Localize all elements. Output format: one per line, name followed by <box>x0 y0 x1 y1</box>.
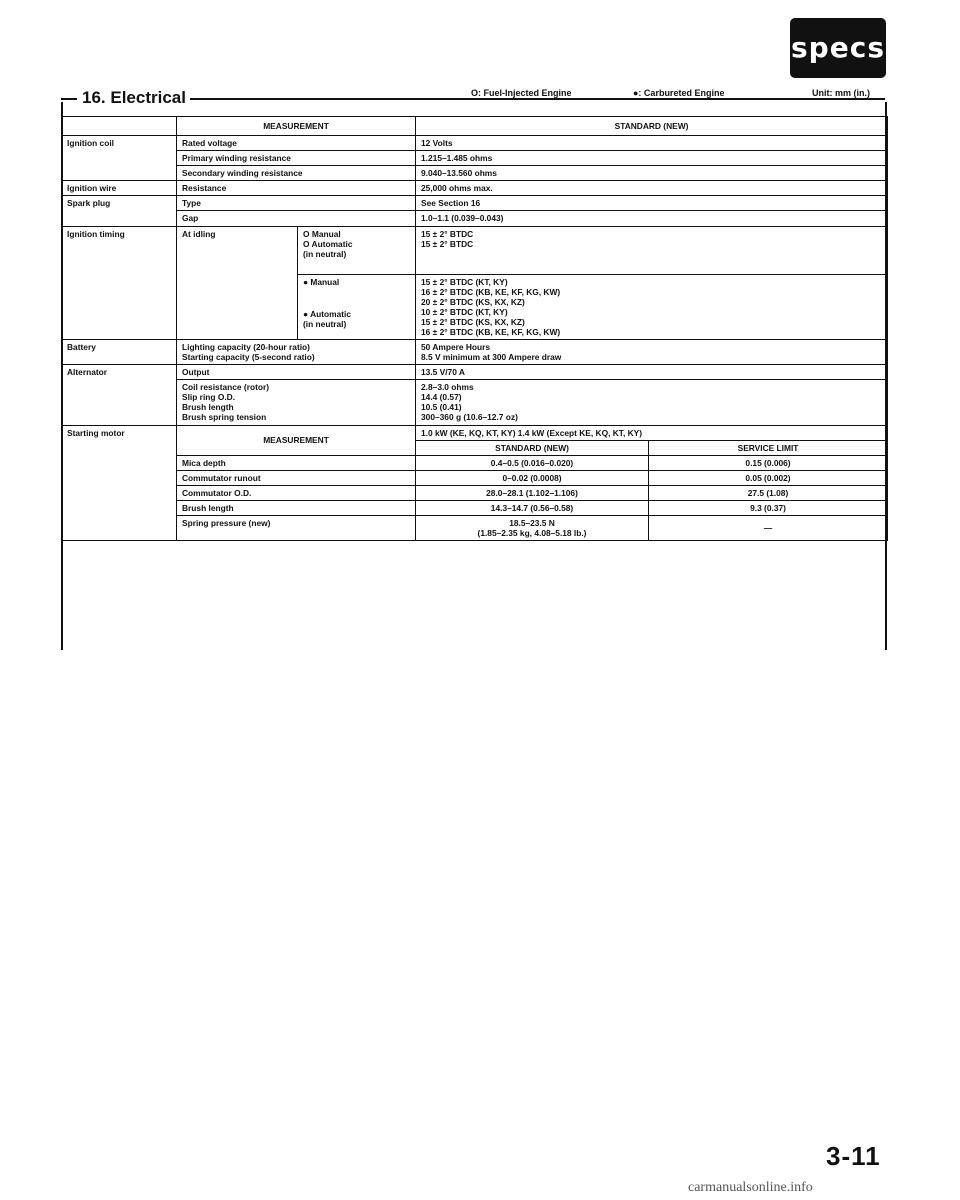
table-header-row <box>62 117 888 136</box>
standard-cell: 50 Ampere Hours 8.5 V minimum at 300 Ampere draw <box>416 340 888 365</box>
measurement-cell: Gap <box>177 211 416 226</box>
fuel-injected-transmission-types: O Manual O Automatic (in neutral) <box>298 226 416 274</box>
measurement-cell: Primary winding resistance <box>177 151 416 166</box>
measurement-cell: Resistance <box>177 181 416 196</box>
service-limit-cell: — <box>649 516 888 541</box>
battery-label: Battery <box>62 340 177 365</box>
legend-unit: Unit: mm (in.) <box>812 88 870 98</box>
standard-cell: See Section 16 <box>416 196 888 211</box>
table-row <box>62 470 888 485</box>
carbureted-automatic-label: ● Automatic (in neutral) <box>303 308 352 329</box>
ignition-timing-condition: At idling <box>177 226 298 339</box>
table-row <box>62 136 888 151</box>
table-row <box>62 166 888 181</box>
carbureted-timing-values: 15 ± 2° BTDC (KT, KY) 16 ± 2° BTDC (KB, KE, KF, KG, KW) 20 ± 2° BTDC (KS, KX, KZ) 10 ± 2° BTDC (KT, KY) 15 ± 2° BTDC (KS, KX, KZ) 16 ± 2° BTDC (KB, KE, KF, KG, KW) <box>416 274 888 339</box>
header-rule-right <box>190 98 885 100</box>
table-row <box>62 380 888 425</box>
legend-carbureted: ●: Carbureted Engine <box>633 88 725 98</box>
measurement-cell: Coil resistance (rotor) Slip ring O.D. Brush length Brush spring tension <box>177 380 416 425</box>
standard-cell: 12 Volts <box>416 136 888 151</box>
specs-badge: specs <box>790 18 886 78</box>
spark-plug-label: Spark plug <box>62 196 177 226</box>
measurement-cell: Commutator O.D. <box>177 485 416 500</box>
starting-motor-measurement-header: MEASUREMENT <box>177 425 416 455</box>
service-limit-cell: 9.3 (0.37) <box>649 500 888 515</box>
starting-motor-service-limit-header: SERVICE LIMIT <box>649 440 888 455</box>
starting-motor-standard-header: STANDARD (NEW) <box>416 440 649 455</box>
measurement-cell: Output <box>177 365 416 380</box>
legend-fuel-injected: O: Fuel-Injected Engine <box>471 88 572 98</box>
table-row <box>62 516 888 541</box>
standard-cell: 28.0–28.1 (1.102–1.106) <box>416 485 649 500</box>
table-row <box>62 425 888 440</box>
table-row <box>62 365 888 380</box>
carbureted-manual-label: ● Manual <box>303 276 340 287</box>
ignition-timing-label: Ignition timing <box>62 226 177 339</box>
standard-cell: 13.5 V/70 A <box>416 365 888 380</box>
ignition-coil-label: Ignition coil <box>62 136 177 181</box>
header-blank <box>62 117 177 136</box>
standard-cell: 18.5–23.5 N (1.85–2.35 kg, 4.08–5.18 lb.) <box>416 516 649 541</box>
carbureted-transmission-types <box>298 274 416 339</box>
standard-cell: 0.4–0.5 (0.016–0.020) <box>416 455 649 470</box>
service-limit-cell: 0.15 (0.006) <box>649 455 888 470</box>
alternator-label: Alternator <box>62 365 177 425</box>
service-limit-cell: 0.05 (0.002) <box>649 470 888 485</box>
ignition-wire-label: Ignition wire <box>62 181 177 196</box>
measurement-cell: Lighting capacity (20-hour ratio) Starting capacity (5-second ratio) <box>177 340 416 365</box>
fuel-injected-timing-values: 15 ± 2° BTDC 15 ± 2° BTDC <box>416 226 888 274</box>
table-row <box>62 455 888 470</box>
table-row <box>62 500 888 515</box>
table-row <box>62 226 888 274</box>
measurement-cell: Brush length <box>177 500 416 515</box>
standard-cell: 1.0–1.1 (0.039–0.043) <box>416 211 888 226</box>
table-row <box>62 151 888 166</box>
standard-cell: 14.3–14.7 (0.56–0.58) <box>416 500 649 515</box>
table-row <box>62 196 888 211</box>
standard-cell: 2.8–3.0 ohms 14.4 (0.57) 10.5 (0.41) 300–360 g (10.6–12.7 oz) <box>416 380 888 425</box>
watermark: carmanualsonline.info <box>688 1180 813 1195</box>
standard-cell: 1.215–1.485 ohms <box>416 151 888 166</box>
measurement-cell: Type <box>177 196 416 211</box>
table-row <box>62 211 888 226</box>
measurement-cell: Secondary winding resistance <box>177 166 416 181</box>
starting-motor-output: 1.0 kW (KE, KQ, KT, KY) 1.4 kW (Except KE, KQ, KT, KY) <box>416 425 888 440</box>
measurement-cell: Mica depth <box>177 455 416 470</box>
measurement-cell: Commutator runout <box>177 470 416 485</box>
measurement-cell: Rated voltage <box>177 136 416 151</box>
table-row <box>62 340 888 365</box>
header-rule-left <box>61 98 77 100</box>
page-number: 3-11 <box>826 1141 881 1171</box>
standard-cell: 9.040–13.560 ohms <box>416 166 888 181</box>
section-title: 16. Electrical <box>82 88 186 107</box>
standard-cell: 25,000 ohms max. <box>416 181 888 196</box>
table-row <box>62 485 888 500</box>
electrical-spec-table <box>61 116 888 541</box>
table-row <box>62 181 888 196</box>
starting-motor-label: Starting motor <box>62 425 177 541</box>
service-limit-cell: 27.5 (1.08) <box>649 485 888 500</box>
standard-cell: 0–0.02 (0.0008) <box>416 470 649 485</box>
measurement-cell: Spring pressure (new) <box>177 516 416 541</box>
header-measurement: MEASUREMENT <box>177 117 416 136</box>
header-standard: STANDARD (NEW) <box>416 117 888 136</box>
